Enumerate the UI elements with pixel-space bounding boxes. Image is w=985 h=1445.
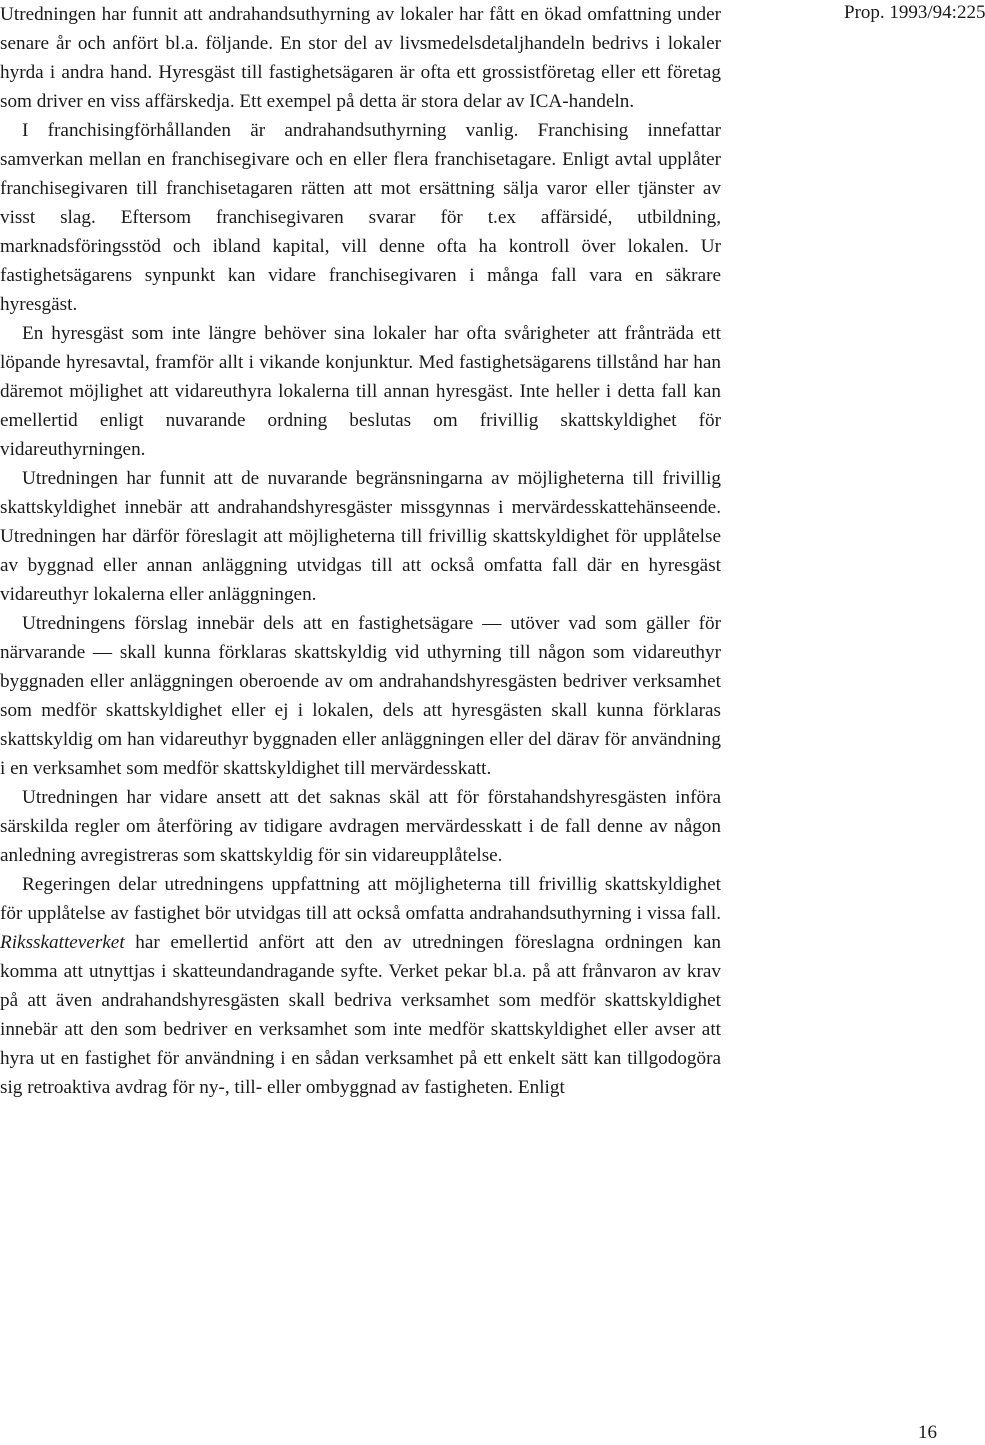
paragraph: I franchisingförhållanden är andrahandsuthyrning vanlig. Franchising innefattar samverkan mellan en franchisegivare och en eller flera franchisetagare. Enligt avtal upplåter franchisegivaren till franchisetagaren rätten att mot ersättning sälja varor eller tjänster av visst slag. Eftersom franchisegivaren svarar för t.ex affärsidé, utbildning, marknadsföringsstöd och ibland kapital, vill denne ofta ha kontroll över lokalen. Ur fastighetsägarens synpunkt kan vidare franchisegivaren i många fall vara en säkrare hyresgäst. [0, 120, 721, 315]
paragraph: En hyresgäst som inte längre behöver sina lokaler har ofta svårigheter att frånträda ett löpande hyresavtal, framför allt i vikande konjunktur. Med fastighetsägarens tillstånd har han däremot möjlighet att vidareuthyra lokalerna till annan hyresgäst. Inte heller i detta fall kan emellertid enligt nuvarande ordning beslutas om frivillig skattskyldighet för vidareuthyrningen. [0, 323, 721, 460]
page-number: 16 [918, 1422, 937, 1443]
paragraph: Utredningen har vidare ansett att det saknas skäl att för förstahandshyresgästen införa särskilda regler om återföring av tidigare avdragen mervärdesskatt i de fall denne av någon anledning avregistreras som skattskyldig för sin vidareupplåtelse. [0, 787, 721, 866]
emphasized-term: Riksskatteverket [0, 932, 125, 953]
paragraph-text: Regeringen delar utredningens uppfattning att möjligheterna till frivillig skattskyldighet för upplåtelse av fastighet bör utvidgas till att också omfatta andrahandsuthyrning i vissa fall. [0, 874, 721, 924]
paragraph: Utredningen har funnit att andrahandsuthyrning av lokaler har fått en ökad omfattning under senare år och anfört bl.a. följande. En stor del av livsmedelsdetaljhandeln bedrivs i lokaler hyrda i andra hand. Hyresgäst till fastighetsägaren är ofta ett grossistföretag eller ett företag som driver en viss affärskedja. Ett exempel på detta är stora delar av ICA-handeln. [0, 4, 721, 112]
paragraph-text: har emellertid anfört att den av utredningen föreslagna ordningen kan komma att utnyttjas i skatteundandragande syfte. Verket pekar bl.a. på att frånvaron av krav på att även andrahandshyresgästen skall bedriva verksamhet som medför skattskyldighet innebär att den som bedriver en verksamhet som inte medför skattskyldighet eller avser att hyra ut en fastighet för användning i en sådan verksamhet på ett enkelt sätt kan tillgodogöra sig retroaktiva avdrag för ny-, till- eller ombyggnad av fastigheten. Enligt [0, 932, 721, 1098]
paragraph: Utredningen har funnit att de nuvarande begränsningarna av möjligheterna till frivillig skattskyldighet innebär att andrahandshyresgäster missgynnas i mervärdesskattehänseende. Utredningen har därför föreslagit att möjligheterna till frivillig skattskyldighet för upplåtelse av byggnad eller annan anläggning utvidgas till att också omfatta fall där en hyresgäst vidareuthyr lokalerna eller anläggningen. [0, 468, 721, 605]
paragraph [0, 870, 721, 1102]
document-reference: Prop. 1993/94:225 [844, 2, 985, 23]
paragraph: Utredningens förslag innebär dels att en fastighetsägare — utöver vad som gäller för närvarande — skall kunna förklaras skattskyldig vid uthyrning till någon som vidareuthyr byggnaden eller anläggningen oberoende av om andrahandshyresgästen bedriver verksamhet som medför skattskyldighet eller ej i lokalen, dels att hyresgästen skall kunna förklaras skattskyldig om han vidareuthyr byggnaden eller anläggningen eller del därav för användning i en verksamhet som medför skattskyldighet till mervärdesskatt. [0, 613, 721, 779]
